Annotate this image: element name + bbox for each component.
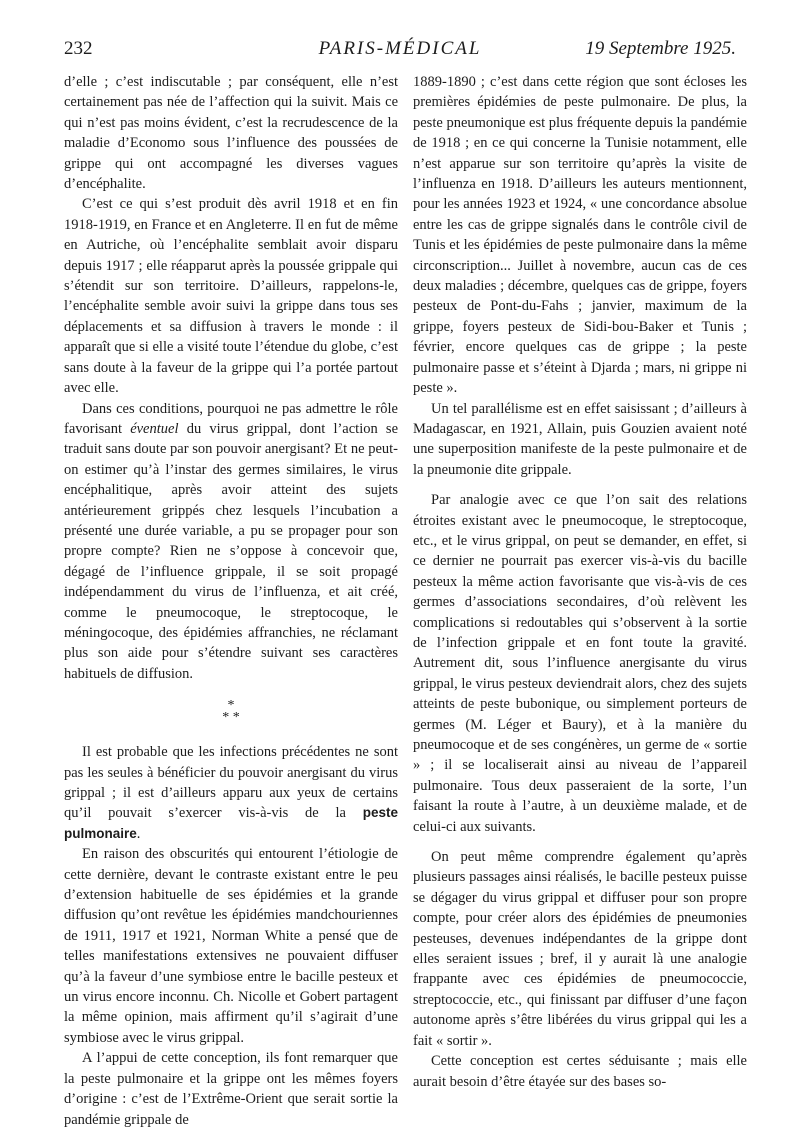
right-column — [413, 72, 747, 1092]
issue-date: 19 Septembre 1925. — [585, 38, 736, 59]
paragraph — [64, 742, 398, 844]
left-column — [64, 72, 398, 1130]
paragraph — [64, 399, 398, 685]
page-header — [64, 38, 736, 68]
asterism-bottom: * * — [222, 710, 240, 726]
section-separator — [64, 700, 398, 724]
paragraph: d’elle ; c’est indiscutable ; par conséquent, elle n’est certainement pas née de l’affection qui la suivit. Mais ce qui n’est pas moins évident, c’est la recrudescence de la maladie d’Economo sous l’influence des poussées de grippe qui ont accompagné les diverses vagues d’encéphalite. — [64, 74, 398, 193]
paragraph: On peut même comprendre également qu’après plusieurs passages ainsi réalisés, le bacille pesteux puisse se dégager du virus grippal et diffuser pour son propre compte, pour créer alors des épidémies de pneumonies pesteuses, devenues indépendantes de la grippe dont elles seraient issues ; bref, il y aurait là une analogie frappante avec ces épidémies de pneumococcie, streptococcie, etc., qui finissant par diffuser d’une façon autonome après s’être libérées du virus grippal qui les a fait « sortir ». — [413, 849, 747, 1049]
paragraph: Un tel parallélisme est en effet saisissant ; d’ailleurs à Madagascar, en 1921, Allain, puis Gouzien avaient noté une superposition manifeste de la peste pulmonaire et de la pneumonie dite grippale. — [413, 400, 747, 478]
asterism-top: * — [227, 698, 235, 714]
paragraph: Cette conception est certes séduisante ; mais elle aurait besoin d’être étayée sur des bases so- — [413, 1053, 747, 1090]
paragraph: En raison des obscurités qui entourent l’étiologie de cette dernière, devant le contraste existant entre le peu d’extension habituelle de ses épidémies et la grande diffusion qu’ont revêtue les épidémies mandchouriennes de 1911, 1917 et 1921, Norman White a pensé que de telles manifestations extensives ne pouvaient diffuser qu’à la faveur d’une symbiose entre le bacille pesteux et un virus encore inconnu. Ch. Nicolle et Gobert partagent la même opinion, mais affirment qu’il s’agirait d’une symbiose avec le virus grippal. — [64, 846, 398, 1046]
paragraph: Par analogie avec ce que l’on sait des relations étroites existant avec le pneumocoque, le streptocoque, etc., et le virus grippal, on peut se demander, en effet, si ce dernier ne pourrait pas exercer vis-à-vis du bacille pesteux la même action favorisante que vis-à-vis de ces germes d’associations secondaires, d’où relèvent les complications si redoutables qui s’observent à la sortie de l’infection grippale et en font toute la gravité. Autrement dit, sous l’influence anergisante du virus grippal, le virus pesteux deviendrait alors, chez des sujets atteints de peste bubonique, ou simplement porteurs de germes (M. Léger et Baury), et à la manière du pneumocoque et de ses congénères, un germe de « sortie » ; il se localiserait ainsi au niveau de l’appareil pulmonaire. Tous deux passeraient de la sorte, l’un faisant la route à l’autre, à un deuxième malade, et de celui-ci aux suivants. — [413, 492, 747, 835]
journal-title: PARIS-MÉDICAL — [318, 38, 482, 59]
text-run: Dans ces conditions, pourquoi ne pas admettre le rôle favorisant — [64, 400, 398, 437]
bold-term: peste pulmonaire — [64, 805, 398, 841]
text-run: du virus grippal, dont l’action se traduit sans doute par son pouvoir anergisant? Et ne peut-on estimer qu’à l’instar des germes similaires, le virus encéphalitique, après avoir atteint des sujets antérieurement grippés chez lesquels l’incubation a présenté une durée variable, a pu se propager pour son propre compte? Rien ne s’oppose à concevoir que, dégagé de l’influence grippale, il se soit propagé indépendamment du virus de l’influenza, et ait créé, comme le pneumocoque, le streptocoque, le méningocoque, des épidémies affranchies, ne réclamant plus son aide pour s’étendre suivant ses caractères habituels de diffusion. — [64, 420, 399, 682]
paragraph: 1889-1890 ; c’est dans cette région que sont écloses les premières épidémies de peste pulmonaire. De plus, la peste pneumonique est plus fréquente depuis la pandémie de 1918 ; en ce qui concerne la Tunisie notamment, elle n’est apparue sur son territoire qu’après la visite de l’influenza en 1918. D’ailleurs les auteurs mentionnent, pour les années 1923 et 1924, « une concordance absolue entre les cas de grippe signalés dans le contrôle civil de Tunis et les épidémies de peste pulmonaire dans la même circonscription... Juillet à novembre, aucun cas de ces deux maladies ; décembre, quelques cas de grippe, foyers pesteux de Pont-du-Fahs ; janvier, maximum de la grippe, foyers pesteux de Sidi-bou-Baker et Tunis ; février, encore quelques cas de grippe ; la peste pulmonaire passe et s’éteint à Djarda ; mars, ni grippe ni peste ». — [413, 74, 747, 397]
text-run: Il est probable que les infections précédentes ne sont pas les seules à bénéficier du pouvoir anergisant du virus grippal ; il est d’ailleurs apparu aux yeux de certains qu’il pouvait s’exercer vis-à-vis de la — [64, 744, 398, 822]
page-number: 232 — [64, 38, 93, 59]
text-run: . — [136, 825, 141, 842]
emphasis-text: éventuel — [130, 420, 179, 437]
paragraph: A l’appui de cette conception, ils font remarquer que la peste pulmonaire et la grippe ont les mêmes foyers d’origine : c’est de l’Extrême-Orient que serait sortie la pandémie grippale de — [64, 1050, 398, 1128]
paragraph: C’est ce qui s’est produit dès avril 1918 et en fin 1918-1919, en France et en Angleterre. Il en fut de même en Autriche, où l’encéphalite semblait avoir disparu depuis 1917 ; elle réapparut après la poussée grippale qui s’étendit sur son territoire. D’ailleurs, rappelons-le, l’encéphalite semble avoir suivi la grippe dans tous ses déplacements et sa diffusion à travers le monde : il apparaît que si elle a visité toute l’étendue du globe, c’est sans doute à la faveur de la grippe qui l’a portée partout avec elle. — [64, 196, 398, 397]
